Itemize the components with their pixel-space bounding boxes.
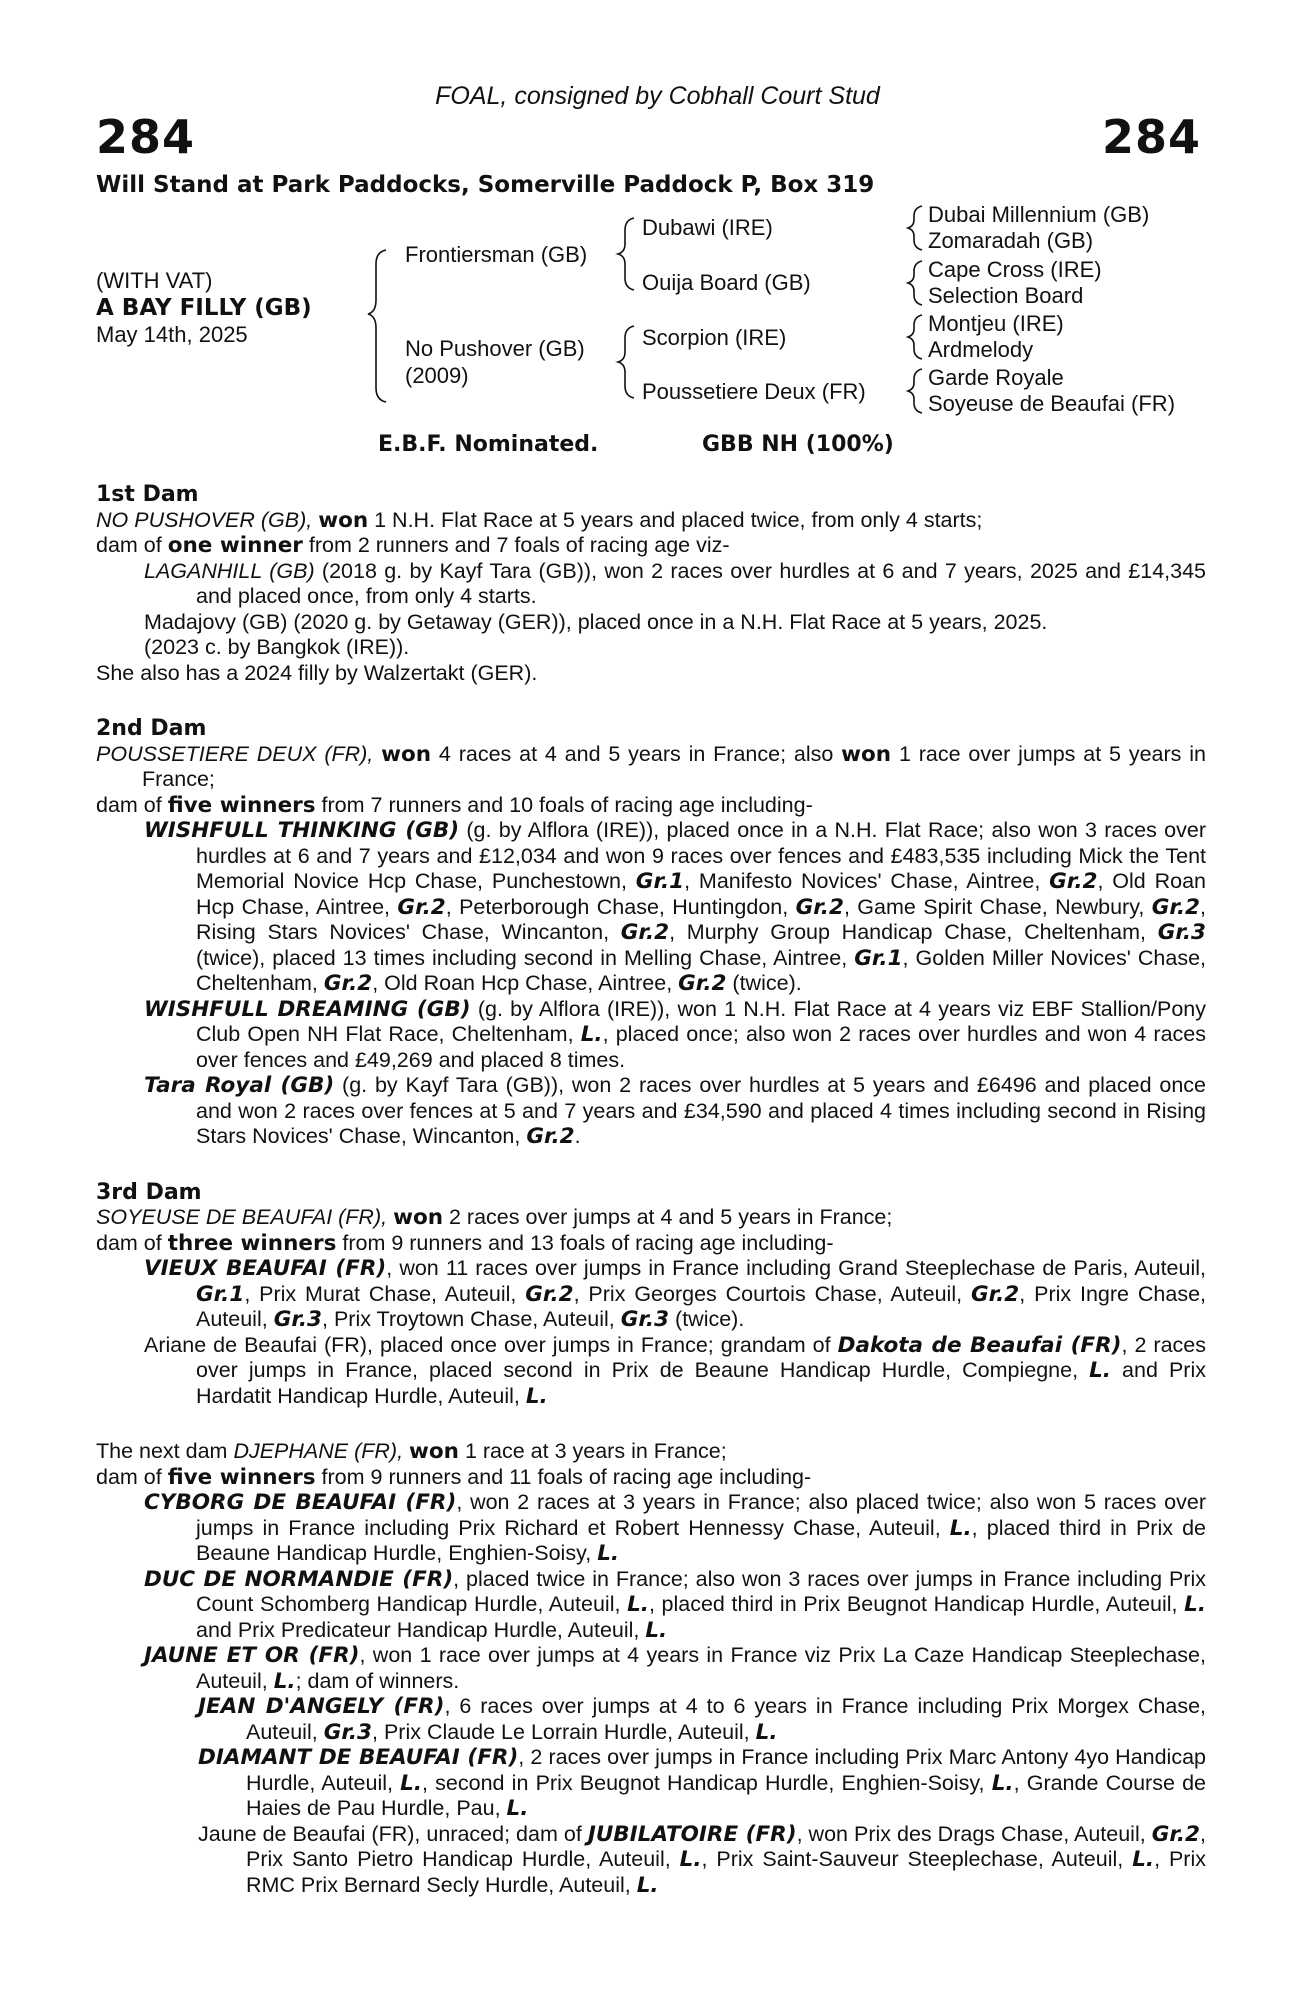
text-run: Gr.2 (620, 920, 670, 945)
text-run: L. (1089, 1358, 1111, 1383)
pedigree-entry (96, 1567, 1206, 1644)
text-run: , Prix RMC Prix Bernard Secly Hurdle, Auteuil, (246, 1847, 1206, 1897)
text-run: , Manifesto Novices' Chase, Aintree, (684, 869, 1050, 893)
text-run: , Prix Claude Le Lorrain Hurdle, Auteuil, (372, 1719, 756, 1744)
text-run: from 9 runners and 13 foals of racing age including- (336, 1230, 834, 1255)
text-run: (g. by Alflora (IRE)), won 1 N.H. Flat Race at 4 years viz EBF Stallion/Pony Club Open NH Flat Race, Cheltenham, (196, 996, 1206, 1046)
text-run: 4 races at 4 and 5 years in France; also (431, 741, 842, 766)
text-run: WISHFULL DREAMING (GB) (144, 996, 471, 1022)
text-run: , second in Prix Beugnot Handicap Hurdle, Enghien-Soisy, (422, 1770, 992, 1795)
text-run: 1 race at 3 years in France; (458, 1439, 727, 1463)
text-run: Gr.1 (854, 945, 903, 971)
text-run: (2023 c. by Bangkok (IRE)). (144, 635, 410, 659)
section-gap (96, 1150, 1206, 1180)
text-run: Jaune de Beaufai (FR), unraced; dam of (198, 1821, 588, 1846)
text-run: L. (273, 1668, 296, 1694)
gen3-ancestor: Zomaradah (GB) (928, 228, 1094, 253)
text-run: (g. by Alflora (IRE)), placed once in a N.H. Flat Race; also won 3 races over hurdles at 6 and 7 years and £12,034 and won 9 races over fences and £483,535 including Mick the Tent Memorial Novice Hcp Chase, Punchestown, (196, 818, 1206, 893)
text-run: L. (400, 1770, 423, 1796)
text-run: L. (755, 1719, 778, 1745)
pedigree-entry (96, 1822, 1206, 1899)
pedigree-entry (96, 1256, 1206, 1333)
ebf-badge: E.B.F. Nominated. (378, 432, 599, 457)
text-run: , Rising Stars Novices' Chase, Wincanton, (196, 894, 1206, 944)
text-run: five winners (167, 1464, 316, 1490)
text-run: dam of (96, 1230, 168, 1255)
pedigree-entry (96, 1465, 1206, 1491)
text-run: Dakota de Beaufai (FR) (837, 1332, 1122, 1358)
text-run: WISHFULL THINKING (GB) (144, 818, 460, 843)
text-run: , won Prix des Drags Chase, Auteuil, (796, 1821, 1152, 1846)
text-run: , placed twice in France; also won 3 races over jumps in France including Prix Count Schomberg Handicap Hurdle, Auteuil, (196, 1566, 1206, 1616)
text-run: , Peterborough Chase, Huntingdon, (445, 894, 796, 919)
text-run: DIAMANT DE BEAUFAI (FR) (198, 1745, 519, 1770)
text-run: L. (636, 1872, 659, 1898)
text-run: L. (949, 1515, 972, 1541)
text-run: L. (645, 1617, 668, 1643)
text-run: 2 races over jumps at 4 and 5 years in France; (443, 1205, 893, 1229)
text-run: L. (580, 1022, 603, 1047)
gen3-ancestor: Dubai Millennium (GB) (928, 202, 1150, 227)
gen3-ancestor: Cape Cross (IRE) (928, 257, 1102, 282)
text-run: three winners (167, 1230, 337, 1256)
text-run: JEAN D'ANGELY (FR) (198, 1694, 445, 1719)
text-run: , Prix Santo Pietro Handicap Hurdle, Auteuil, (246, 1821, 1206, 1871)
sire-dam: Ouija Board (GB) (642, 270, 811, 295)
text-run: won (318, 507, 369, 533)
dam-dam: Poussetiere Deux (FR) (642, 379, 866, 404)
text-run: , 2 races over jumps in France, placed second in Prix de Beaune Handicap Hurdle, Compiegne, (196, 1332, 1207, 1382)
pedigree-entry (96, 742, 1206, 793)
vat-note: (WITH VAT) (96, 268, 213, 293)
gen3-ancestor: Montjeu (IRE) (928, 311, 1064, 336)
pedigree-entry (96, 1490, 1206, 1567)
text-run: Gr.1 (196, 1281, 245, 1307)
pedigree-entry (96, 533, 1206, 559)
text-run: Gr.3 (273, 1307, 322, 1332)
text-run: won (409, 1439, 459, 1464)
text-run: and Prix Predicateur Handicap Hurdle, Auteuil, (196, 1617, 646, 1642)
pedigree-entry (96, 818, 1206, 997)
text-run: Gr.2 (970, 1281, 1020, 1307)
gen3-ancestor: Garde Royale (928, 365, 1064, 390)
text-run: , Prix Murat Chase, Auteuil, (244, 1281, 526, 1306)
pedigree-entry (96, 508, 1206, 534)
text-run: , won 2 races at 3 years in France; also placed twice; also won 5 races over jumps in France including Prix Richard et Robert Hennessy Chase, Auteuil, (196, 1490, 1206, 1540)
text-run: L. (991, 1770, 1014, 1796)
text-run: five winners (167, 792, 316, 818)
pedigree-entry (96, 1745, 1206, 1822)
text-run: ; dam of winners. (295, 1668, 460, 1693)
text-run: Gr.2 (526, 1124, 575, 1149)
text-run: The next dam (96, 1439, 234, 1463)
text-run: VIEUX BEAUFAI (FR) (144, 1256, 387, 1281)
text-run: , placed third in Prix de Beaune Handicap Hurdle, Enghien-Soisy, (196, 1515, 1206, 1565)
text-run: She also has a 2024 filly by Walzertakt (GER). (96, 660, 538, 685)
pedigree-entry (96, 1231, 1206, 1257)
text-run: (twice). (726, 971, 802, 995)
text-run: dam of (96, 792, 168, 817)
text-run: , placed once; also won 2 races over hurdles and won 4 races over fences and £49,269 and placed 8 times. (196, 1022, 1206, 1072)
text-run: Gr.2 (678, 971, 727, 996)
text-run: CYBORG DE BEAUFAI (FR) (144, 1490, 457, 1515)
pedigree-entry (96, 610, 1206, 636)
text-run: Gr.2 (1049, 869, 1098, 894)
text-run: one winner (167, 533, 303, 558)
dam-year: (2009) (405, 363, 469, 388)
text-run: from 7 runners and 10 foals of racing age including- (315, 792, 813, 817)
text-run: , 6 races over jumps at 4 to 6 years in France including Prix Morgex Chase, Auteuil, (246, 1694, 1206, 1744)
text-run: Ariane de Beaufai (FR), placed once over jumps in France; grandam of (144, 1332, 838, 1357)
pedigree-entry (96, 1205, 1206, 1231)
text-run: POUSSETIERE DEUX (FR), (96, 741, 382, 766)
text-run: Gr.3 (323, 1719, 372, 1745)
text-run: L. (679, 1847, 702, 1872)
text-run: Gr.2 (397, 894, 446, 920)
text-run: NO PUSHOVER (GB), (96, 507, 319, 532)
pedigree-entry (96, 1073, 1206, 1150)
text-run: DUC DE NORMANDIE (FR) (144, 1566, 454, 1592)
text-run: , Old Roan Hcp Chase, Aintree, (196, 869, 1206, 919)
text-run: , Murphy Group Handicap Chase, Cheltenham, (669, 920, 1158, 944)
catalogue-body (96, 482, 1206, 1898)
text-run: won (381, 741, 432, 767)
text-run: won (393, 1205, 444, 1230)
section-gap (96, 686, 1206, 716)
text-run: Gr.3 (620, 1307, 670, 1332)
consignment-line: FOAL, consigned by Cobhall Court Stud (435, 82, 880, 110)
pedigree-entry (96, 1333, 1206, 1410)
text-run: (g. by Kayf Tara (GB)), won 2 races over hurdles at 5 years and £6496 and placed once and won 2 races over fences at 5 and 7 years and £34,590 and placed 4 times including second in Rising Stars Novices' Chase, Wincanton, (196, 1073, 1206, 1148)
text-run: Gr.2 (1151, 1821, 1201, 1847)
gbb-badge: GBB NH (100%) (702, 432, 894, 457)
text-run: SOYEUSE DE BEAUFAI (FR), (96, 1205, 394, 1229)
text-run: Madajovy (GB) (2020 g. by Getaway (GER)), placed once in a N.H. Flat Race at 5 years, 2025. (144, 609, 1048, 634)
text-run: (twice), placed 13 times including second in Melling Chase, Aintree, (196, 945, 855, 970)
text-run: Gr.2 (525, 1281, 574, 1307)
pedigree-entry (96, 997, 1206, 1074)
text-run: L. (506, 1796, 529, 1821)
section-heading: 1st Dam (96, 482, 199, 507)
text-run: L. (1132, 1847, 1155, 1872)
text-run: , Prix Ingre Chase, Auteuil, (196, 1281, 1206, 1331)
pedigree-entry (96, 1694, 1206, 1745)
text-run: (twice). (669, 1307, 745, 1331)
text-run: , 2 races over jumps in France including Prix Marc Antony 4yo Handicap Hurdle, Auteuil, (246, 1745, 1207, 1795)
text-run: L. (1184, 1592, 1207, 1617)
text-run: , won 11 races over jumps in France including Grand Steeplechase de Paris, Auteuil, (386, 1256, 1206, 1280)
text-run: dam of (96, 1464, 168, 1489)
text-run: Gr.3 (1157, 920, 1207, 945)
sire: Frontiersman (GB) (405, 242, 588, 267)
text-run: , Prix Georges Courtois Chase, Auteuil, (573, 1281, 971, 1306)
pedigree-entry (96, 793, 1206, 819)
text-run: , won 1 race over jumps at 4 years in France viz Prix La Caze Handicap Steeplechase, Auteuil, (196, 1643, 1206, 1693)
text-run: . (574, 1124, 581, 1148)
stand-location: Will Stand at Park Paddocks, Somerville Paddock P, Box 319 (96, 172, 875, 198)
gen3-ancestor: Soyeuse de Beaufai (FR) (928, 391, 1176, 416)
dam: No Pushover (GB) (405, 336, 585, 361)
text-run: Gr.2 (323, 971, 373, 996)
lot-number-left: 284 (96, 110, 196, 164)
text-run: LAGANHILL (GB) (144, 558, 315, 583)
text-run: JUBILATOIRE (FR) (587, 1821, 797, 1847)
text-run: 1 race over jumps at 5 years in France; (142, 741, 1206, 791)
dam-sire: Scorpion (IRE) (642, 325, 787, 350)
pedigree-entry (96, 1439, 1206, 1465)
horse-dob: May 14th, 2025 (96, 322, 248, 347)
pedigree-entry (96, 661, 1206, 687)
text-run: Tara Royal (GB) (144, 1073, 335, 1098)
sire-sire: Dubawi (IRE) (642, 215, 773, 240)
text-run: 1 N.H. Flat Race at 5 years and placed twice, from only 4 starts; (368, 507, 983, 532)
text-run: from 9 runners and 11 foals of racing age including- (315, 1464, 812, 1489)
text-run: , Game Spirit Chase, Newbury, (843, 894, 1152, 919)
text-run: Gr.2 (795, 894, 844, 920)
gen3-ancestor: Selection Board (928, 283, 1084, 308)
text-run: JAUNE ET OR (FR) (144, 1643, 360, 1668)
horse-name: A BAY FILLY (GB) (96, 295, 312, 321)
text-run: , Old Roan Hcp Chase, Aintree, (372, 971, 679, 995)
text-run: dam of (96, 533, 168, 557)
text-run: L. (597, 1541, 620, 1566)
gen3-ancestor: Ardmelody (928, 337, 1034, 362)
pedigree-entry (96, 1643, 1206, 1694)
text-run: Gr.2 (1151, 894, 1201, 920)
text-run: Gr.1 (635, 869, 685, 894)
text-run: , placed third in Prix Beugnot Handicap Hurdle, Auteuil, (648, 1592, 1185, 1616)
text-run: and Prix Hardatit Handicap Hurdle, Auteuil, (196, 1358, 1206, 1408)
section-heading: 3rd Dam (96, 1179, 202, 1205)
text-run: , Prix Saint-Sauveur Steeplechase, Auteuil, (701, 1847, 1133, 1871)
section-gap (96, 1409, 1206, 1439)
text-run: , Prix Troytown Chase, Auteuil, (322, 1307, 621, 1331)
text-run: DJEPHANE (FR), (233, 1439, 410, 1463)
text-run: (2018 g. by Kayf Tara (GB)), won 2 races over hurdles at 6 and 7 years, 2025 and £14,345 and placed once, from only 4 starts. (196, 558, 1206, 608)
section-heading: 2nd Dam (96, 716, 207, 741)
pedigree-entry (96, 635, 1206, 661)
text-run: won (841, 741, 892, 767)
text-run: , Golden Miller Novices' Chase, Cheltenham, (196, 945, 1206, 995)
pedigree-entry (96, 559, 1206, 610)
lot-number-right: 284 (1101, 110, 1201, 164)
text-run: , Grande Course de Haies de Pau Hurdle, Pau, (246, 1770, 1206, 1820)
text-run: L. (627, 1592, 649, 1617)
text-run: from 2 runners and 7 foals of racing age viz- (302, 533, 730, 557)
text-run: L. (525, 1383, 548, 1409)
